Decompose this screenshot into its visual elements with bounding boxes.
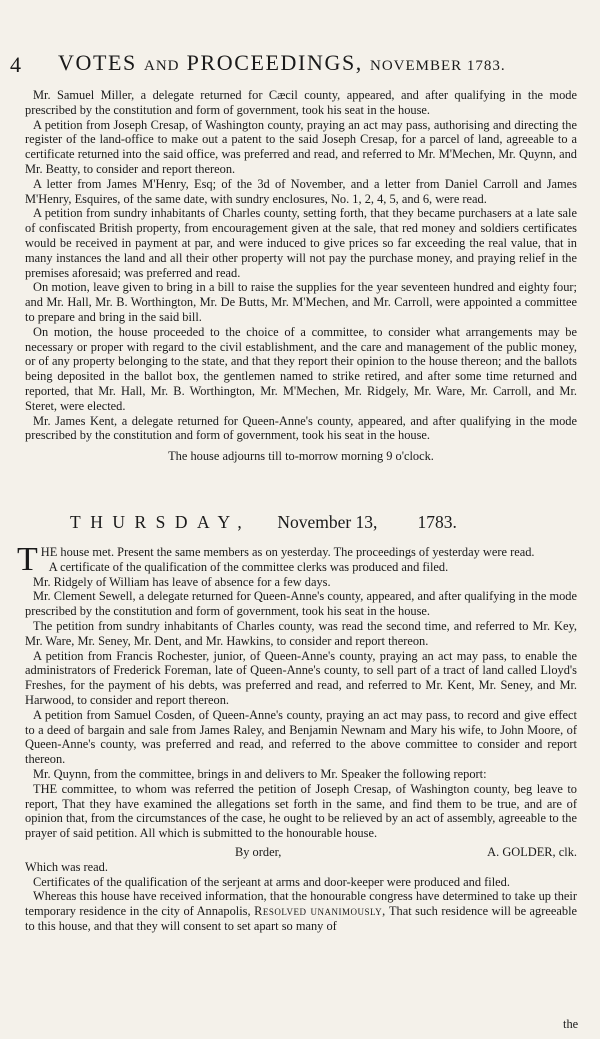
day-year: 1783.	[417, 512, 457, 532]
title-and: AND	[144, 58, 180, 74]
page-header	[10, 50, 570, 78]
resolution-text-b: That such residence will be agreeable to this house, and that they will consent to set apart so many of	[25, 904, 578, 933]
paragraph: Mr. James Kent, a delegate returned for Queen-Anne's county, appeared, and after qualifying in the mode prescribed by the constitution and form of government, took his seat in the house.	[25, 413, 577, 443]
signature-line	[25, 845, 577, 860]
paragraph: A petition from Samuel Cosden, of Queen-Anne's county, praying an act may pass, to record and give effect to a deed of bargain and sale from James Raley, and Benjamin Newnam and Mary his wife, to John Moore, of Queen-Anne's county, was preferred and read, and referred to the above committee to consider and report thereon.	[25, 707, 577, 767]
paragraph: Certificates of the qualification of the serjeant at arms and door-keeper were produced and filed.	[33, 874, 510, 889]
clerk-name: A. GOLDER, clk.	[487, 844, 577, 859]
paragraph: A petition from sundry inhabitants of Charles county, setting forth, that they became purchasers at a late sale of confiscated British property, from encouragement given at the sale, that red money and soldiers certificates would be received in payment at par, and were induced to give prices so far exceeding the real value, that in many instances the land and all their other property will not pay the purchase money, and praying relief in the premises aforesaid; was preferred and read.	[25, 206, 577, 280]
paragraph: Which was read.	[25, 859, 108, 874]
paragraph: A petition from Joseph Cresap, of Washington county, praying an act may pass, authorising and directing the register of the land-office to make out a patent to the said Joseph Cresap, for a parcel of land, agreeable to a certificate returned into the said office, was preferred and read, and referred to Mr. M'Mechen, Mr. Quynn, and Mr. Beatty, to consider and report thereon.	[25, 117, 577, 176]
title-date: NOVEMBER 1783.	[370, 58, 506, 74]
day-name: THURSDAY,	[70, 512, 252, 532]
paragraph: On motion, leave given to bring in a bill to raise the supplies for the year seventeen hundred and eighty four; and Mr. Hall, Mr. B. Worthington, Mr. De Butts, Mr. M'Mechen, and Mr. Carroll, were appointed a committee to prepare and bring in the said bill.	[25, 280, 577, 324]
drop-cap: T	[17, 541, 38, 578]
title-proceedings: PROCEEDINGS,	[186, 50, 363, 75]
day-date: November 13,	[277, 512, 378, 532]
paragraph: Mr. Quynn, from the committee, brings in and delivers to Mr. Speaker the following report:	[33, 766, 487, 781]
resolved-word: Resolved unanimously,	[254, 904, 386, 919]
page-number: 4	[10, 52, 21, 77]
proceedings-part-2	[17, 541, 578, 934]
committee-report: THE committee, to whom was referred the petition of Joseph Cresap, of Washington county, beg leave to report, That they have examined the allegations set forth in the same, and find them to be true, and are of opinion that, from the circumstances of the case, he ought to be relieved by an act of assembly, agreeable to the prayer of said petition. All which is submitted to the honourable house.	[25, 781, 577, 841]
paragraph: Mr. Samuel Miller, a delegate returned for Cæcil county, appeared, and after qualifying in the mode prescribed by the constitution and form of government, took his seat in the house.	[25, 88, 577, 117]
paragraph: A letter from James M'Henry, Esq; of the 3d of November, and a letter from Daniel Carroll and James M'Henry, Esquires, of the same date, with sundry enclosures, No. 1, 2, 4, 5, and 6, were read.	[25, 176, 577, 206]
resolution-text-a: Whereas this house have received information, that the honourable congress have determined to take up their temporary residence in the city of Annapolis,	[25, 889, 577, 919]
opening-text: HE house met. Present the same members as on yesterday. The proceedings of yesterday were read.	[40, 545, 535, 559]
paragraph: Mr. Clement Sewell, a delegate returned for Queen-Anne's county, appeared, and after qualifying in the mode prescribed by the constitution and form of government, took his seat in the house.	[25, 589, 577, 619]
paragraph: Mr. Ridgely of William has leave of absence for a few days.	[33, 574, 331, 589]
running-title	[58, 50, 506, 76]
paragraph: A certificate of the qualification of the committee clerks was produced and filed.	[48, 559, 449, 574]
paragraph: On motion, the house proceeded to the choice of a committee, to consider what arrangements may be necessary or proper with regard to the civil establishment, and the care and management of the public money, or of any property belonging to the state, and that they report their opinion to the house thereon; and the ballots being deposited in the ballot box, the gentlemen named to strike retired, and after some time returned and reported, that Mr. Hall, Mr. B. Worthington, Mr. M'Mechen, Mr. Ridgely, Mr. Ware, Mr. Carroll, and Mr. Steret, were elected.	[25, 324, 577, 413]
resolution-paragraph	[25, 889, 577, 933]
paragraph: The petition from sundry inhabitants of Charles county, was read the second time, and referred to Mr. Key, Mr. Ware, Mr. Seney, Mr. Dent, and Mr. Hawkins, to consider and report thereon.	[25, 618, 577, 648]
catchword: the	[563, 1017, 579, 1031]
proceedings-part-1	[25, 88, 577, 464]
by-order: By order,	[235, 844, 282, 859]
adjournment-note: The house adjourns till to-morrow morning 9 o'clock.	[168, 449, 434, 464]
title-votes: VOTES	[58, 50, 137, 75]
paragraph: A petition from Francis Rochester, junior, of Queen-Anne's county, praying an act may pass, to enable the administrators of Frederick Foreman, late of Queen-Anne's county, to sell part of a tract of land called Lloyd's Freshes, for the payment of his debts, was preferred and read, and referred to Mr. Kent, Mr. Seney, and Mr. Harwood, to consider and report thereon.	[25, 648, 577, 707]
day-heading	[70, 512, 550, 536]
